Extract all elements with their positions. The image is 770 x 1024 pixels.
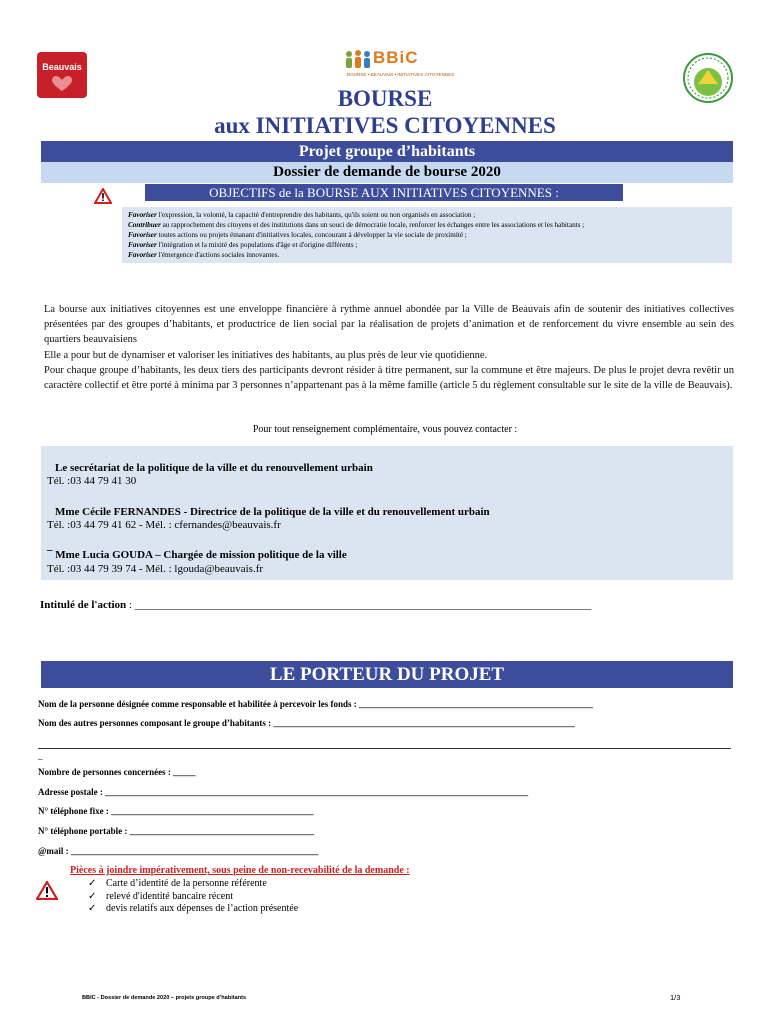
porteur-heading: LE PORTEUR DU PROJET: [41, 661, 733, 688]
action-title-label: Intitulé de l'action: [40, 599, 127, 611]
check-icon: ✓: [88, 878, 97, 889]
warning-icon: [36, 881, 58, 900]
contact-name: ¯ Mme Lucia GOUDA – Chargée de mission politique de la ville: [47, 549, 347, 561]
email-field[interactable]: @mail : _______________________________________________________: [38, 846, 319, 856]
check-icon: ✓: [88, 903, 97, 914]
postal-address-field[interactable]: Adresse postale : ______________________________________________________________________________________________: [38, 787, 529, 797]
people-count-field[interactable]: Nombre de personnes concernées : _____: [38, 767, 196, 777]
contact-phone: Tél. :03 44 79 39 74 - Mél. : lgouda@beauvais.fr: [47, 563, 264, 575]
check-icon: ✓: [88, 891, 97, 902]
footer-text: BBIC - Dossier de demande 2020 – projets groupe d’habitants: [82, 995, 247, 1001]
objective-item: Contribuer au rapprochement des citoyens et des institutions dans un souci de démocratie locale, renforcer les échanges entre les associations et les habitants ;: [128, 221, 585, 229]
required-document-item: ✓ devis relatifs aux dépenses de l’action présentée: [88, 903, 299, 914]
action-title-field[interactable]: Intitulé de l'action : ___________________________________________________________________________________: [40, 599, 592, 611]
intro-paragraph-2: Elle a pour but de dynamiser et valoriser les initiatives des habitants, au plus près de leur vie quotidienne.: [44, 349, 488, 361]
intro-text: [44, 302, 734, 393]
required-documents-title: Pièces à joindre impérativement, sous peine de non-recevabilité de la demande :: [70, 865, 410, 876]
intro-paragraph-1: La bourse aux initiatives citoyennes est une enveloppe financière à rythme annuel abondée par la Ville de Beauvais afin de soutenir des initiatives collectives présentées par des groupes d’habitants, et productrice de lien social par la réalisation de projets d’animation et de renforcement du vivre ensemble au sein des quartiers beauvaisiens: [44, 304, 734, 346]
beauvais-logo-text: Beauvais: [42, 62, 82, 72]
page-number: 1/3: [670, 993, 681, 1002]
other-members-field[interactable]: Nom des autres personnes composant le groupe d’habitants : ___________________________________________________________________: [38, 718, 575, 728]
objectives-box: [122, 207, 732, 263]
bbic-logo: [343, 48, 455, 82]
required-document-item: ✓ Carte d’identité de la personne référente: [88, 878, 267, 889]
main-title-line2: aux INITIATIVES CITOYENNES: [214, 113, 556, 138]
contact-phone: Tél. :03 44 79 41 62 - Mél. : cfernandes@beauvais.fr: [47, 519, 281, 531]
mobile-field[interactable]: N° téléphone portable : _________________________________________: [38, 826, 315, 836]
objective-item: Favoriser l'intégration et la mixité des populations d'âge et d'origine différents ;: [128, 241, 358, 249]
responsible-name-field[interactable]: Nom de la personne désignée comme responsable et habilitée à percevoir les fonds : ____________________________________________________: [38, 699, 593, 709]
people-icon: [343, 48, 373, 72]
warning-icon: [94, 188, 112, 204]
band-title: Projet groupe d’habitants: [41, 141, 733, 162]
intro-paragraph-3: Pour chaque groupe d’habitants, les deux tiers des participants devront résider à titre permanent, sur la commune et être majeurs. De plus le projet devra revêtir un caractère collectif et être porté à minima par 3 personnes n’appartenant pas à la même famille (article 5 du règlement consultable sur le site de la ville de Beauvais).: [44, 364, 734, 392]
objective-item: Favoriser l'expression, la volonté, la capacité d'entreprendre des habitants, qu'ils soient ou non organisés en association ;: [128, 211, 476, 219]
contact-intro: Pour tout renseignement complémentaire, vous pouvez contacter :: [252, 424, 518, 435]
bbic-logo-subtitle: BOURSE • BEAUVAIS • INITIATIVES CITOYENNES: [347, 72, 455, 77]
contact-name: Mme Cécile FERNANDES - Directrice de la politique de la ville et du renouvellement urbain: [55, 506, 490, 518]
objectives-heading: OBJECTIFS de la BOURSE AUX INITIATIVES CITOYENNES :: [145, 184, 623, 201]
band-subtitle: Dossier de demande de bourse 2020: [41, 162, 733, 183]
main-title-line1: BOURSE: [337, 86, 433, 111]
blank-line-dash: _: [38, 751, 43, 761]
bbic-logo-text: BBiC: [373, 48, 419, 67]
objective-item: Favoriser l'émergence d'actions sociales innovantes.: [128, 251, 280, 259]
contact-name: Le secrétariat de la politique de la ville et du renouvellement urbain: [55, 462, 373, 474]
required-document-item: ✓ relevé d'identité bancaire récent: [88, 891, 234, 902]
contact-phone: Tél. :03 44 79 41 30: [47, 475, 137, 487]
landline-field[interactable]: N° téléphone fixe : _____________________________________________: [38, 806, 314, 816]
blank-line[interactable]: [38, 748, 731, 749]
contacts-box: [41, 446, 733, 580]
objective-item: Favoriser toutes actions ou projets émanant d'initiatives locales, concourant à développer la vie sociale de proximité ;: [128, 231, 467, 239]
